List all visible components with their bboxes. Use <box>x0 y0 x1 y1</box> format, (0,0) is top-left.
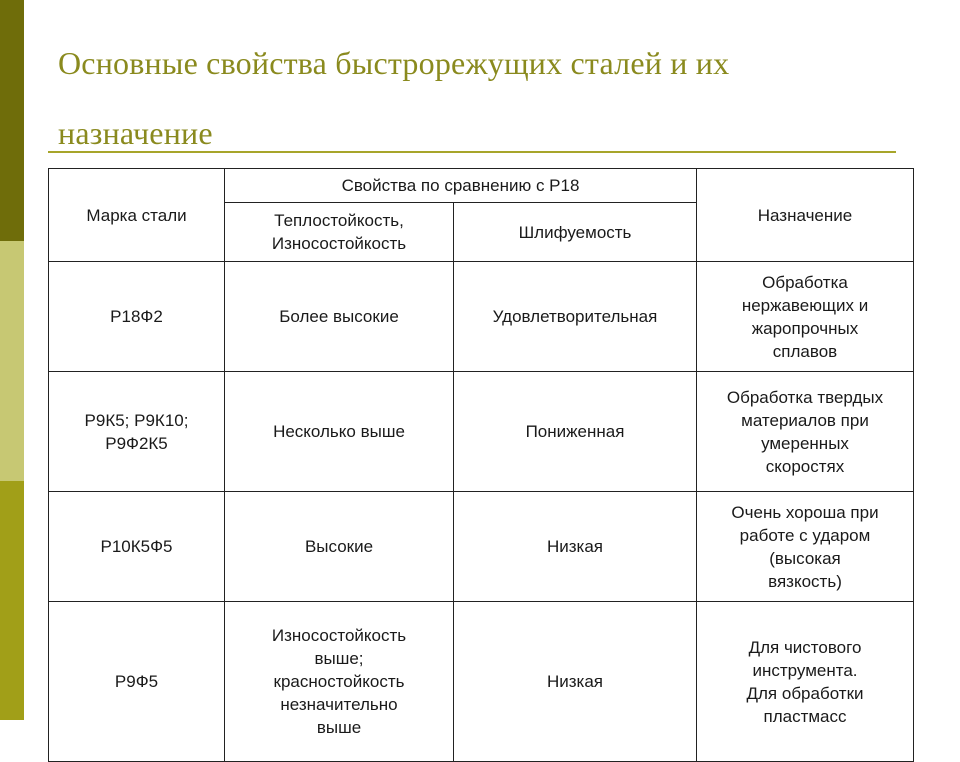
slide-title <box>58 28 918 168</box>
cell-grade: Р18Ф2 <box>49 262 225 372</box>
cell-heat-resistance: Более высокие <box>225 262 454 372</box>
table-header-row <box>49 169 914 203</box>
cell-purpose: Для чистового инструмента. Для обработки пластмасс <box>697 602 914 762</box>
side-accent-bar-middle <box>0 241 24 481</box>
header-properties-group: Свойства по сравнению с Р18 <box>225 169 697 203</box>
table-row <box>49 602 914 762</box>
header-heat-resistance: Теплостойкость, Износостойкость <box>225 203 454 262</box>
cell-grade: Р10К5Ф5 <box>49 492 225 602</box>
cell-heat-resistance: Несколько выше <box>225 372 454 492</box>
cell-grindability: Пониженная <box>454 372 697 492</box>
cell-purpose: Очень хороша при работе с ударом (высокая вязкость) <box>697 492 914 602</box>
table-row <box>49 262 914 372</box>
title-divider <box>48 151 896 153</box>
side-accent-bar-bottom <box>0 481 24 720</box>
cell-grade: Р9К5; Р9К10; Р9Ф2К5 <box>49 372 225 492</box>
side-accent-bar-top <box>0 0 24 241</box>
slide-title-line-2: назначение <box>58 115 213 151</box>
cell-purpose: Обработка нержавеющих и жаропрочных сплавов <box>697 262 914 372</box>
header-grade: Марка стали <box>49 169 225 262</box>
header-purpose: Назначение <box>697 169 914 262</box>
cell-grindability: Низкая <box>454 602 697 762</box>
cell-heat-resistance: Износостойкость выше; красностойкость незначительно выше <box>225 602 454 762</box>
cell-grindability: Низкая <box>454 492 697 602</box>
steel-properties-table <box>48 168 914 762</box>
header-grindability: Шлифуемость <box>454 203 697 262</box>
cell-grade: Р9Ф5 <box>49 602 225 762</box>
cell-heat-resistance: Высокие <box>225 492 454 602</box>
cell-grindability: Удовлетворительная <box>454 262 697 372</box>
cell-purpose: Обработка твердых материалов при умеренных скоростях <box>697 372 914 492</box>
table-row <box>49 492 914 602</box>
table-row <box>49 372 914 492</box>
slide-title-line-1: Основные свойства быстрорежущих сталей и их <box>58 45 730 81</box>
